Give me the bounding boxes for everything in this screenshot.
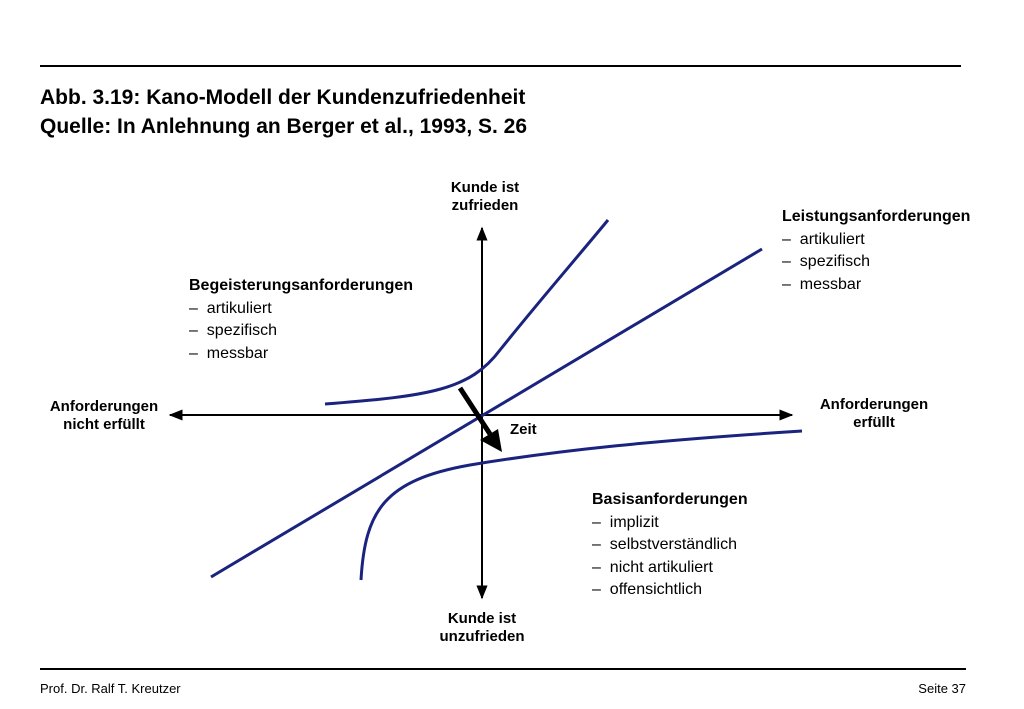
axis-bottom-line-1: Kunde ist xyxy=(447,610,517,627)
list-item: – messbar xyxy=(782,274,970,297)
performance-requirements xyxy=(782,206,970,296)
list-item: – spezifisch xyxy=(782,251,970,274)
excitement-requirements xyxy=(189,275,413,365)
axis-label-bottom xyxy=(422,610,542,646)
list-item: – offensichtlich xyxy=(592,579,748,602)
basic-heading: Basisanforderungen xyxy=(592,491,748,508)
footer-page-number: Seite 37 xyxy=(918,681,966,696)
footer-rule xyxy=(40,668,966,670)
axis-right-line-2: erfüllt xyxy=(853,414,895,431)
list-item: – messbar xyxy=(189,343,413,366)
axis-left-line-1: Anforderungen xyxy=(49,398,159,415)
axis-label-top xyxy=(425,179,545,215)
performance-heading: Leistungsanforderungen xyxy=(782,208,971,225)
list-item: – spezifisch xyxy=(189,320,413,343)
axis-right-line-1: Anforderungen xyxy=(819,396,929,413)
list-item: – nicht artikuliert xyxy=(592,557,748,580)
axis-left-line-2: nicht erfüllt xyxy=(63,416,145,433)
axis-bottom-line-2: unzufrieden xyxy=(439,628,525,645)
list-item: – artikuliert xyxy=(189,298,413,321)
axis-label-right xyxy=(804,396,944,432)
basic-requirements xyxy=(592,489,748,602)
axis-label-left xyxy=(34,398,174,434)
excitement-heading: Begeisterungsanforderungen xyxy=(189,277,414,294)
axis-top-line-1: Kunde ist xyxy=(450,179,520,196)
title-line-1: Abb. 3.19: Kano-Modell der Kundenzufriedenheit xyxy=(40,86,526,109)
footer-author: Prof. Dr. Ralf T. Kreutzer xyxy=(40,681,181,696)
list-item: – implizit xyxy=(592,512,748,535)
list-item: – artikuliert xyxy=(782,229,970,252)
list-item: – selbstverständlich xyxy=(592,534,748,557)
title-line-2: Quelle: In Anlehnung an Berger et al., 1993, S. 26 xyxy=(40,115,528,138)
time-label: Zeit xyxy=(510,421,537,438)
axis-top-line-2: zufrieden xyxy=(451,197,519,214)
